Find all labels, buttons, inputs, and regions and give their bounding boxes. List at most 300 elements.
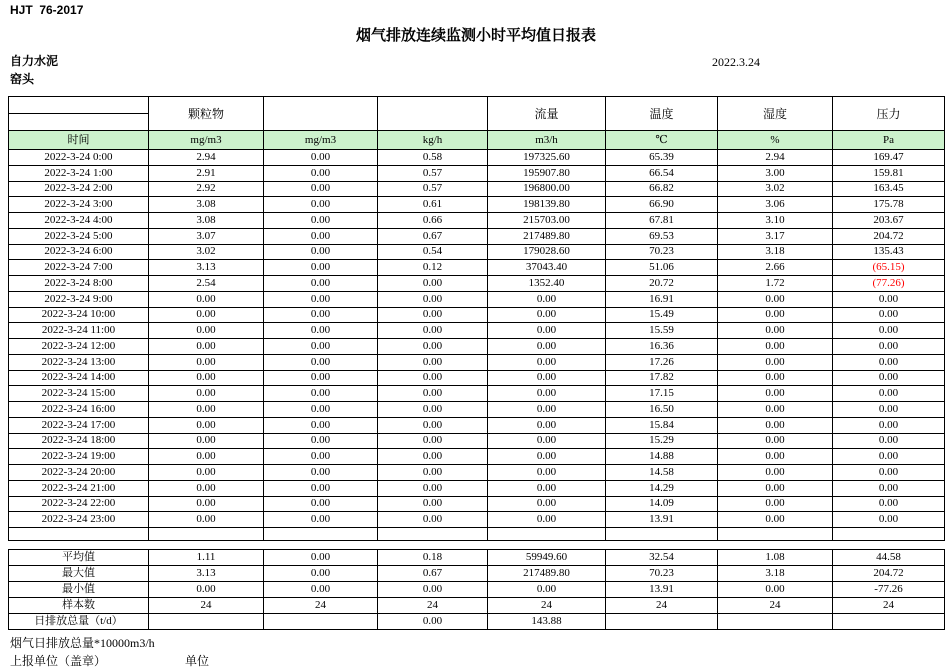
- value-cell: 217489.80: [488, 228, 606, 244]
- table-row: [9, 512, 945, 528]
- value-cell: 0.58: [378, 150, 488, 166]
- value-cell: 203.67: [833, 213, 945, 229]
- company-name: 自力水泥: [10, 54, 59, 68]
- spacer-cell: [718, 541, 833, 550]
- value-cell: 0.00: [149, 386, 264, 402]
- table-row: [9, 307, 945, 323]
- value-cell: 0.00: [378, 496, 488, 512]
- time-cell: 2022-3-24 4:00: [9, 213, 149, 229]
- value-cell: 0.00: [378, 417, 488, 433]
- time-cell: 2022-3-24 5:00: [9, 228, 149, 244]
- summary-value-cell: 0.00: [378, 582, 488, 598]
- value-cell: 3.07: [149, 228, 264, 244]
- value-cell: 0.00: [718, 496, 833, 512]
- table-row: [9, 181, 945, 197]
- value-cell: 16.91: [606, 291, 718, 307]
- value-cell: 0.00: [149, 323, 264, 339]
- value-cell: 0.00: [833, 386, 945, 402]
- value-cell: 0.00: [833, 496, 945, 512]
- empty-cell: [9, 528, 149, 541]
- station-name: 窑头: [10, 72, 35, 86]
- value-cell: 17.15: [606, 386, 718, 402]
- value-cell: 2.66: [718, 260, 833, 276]
- time-cell: 2022-3-24 0:00: [9, 150, 149, 166]
- value-cell: 0.00: [488, 386, 606, 402]
- summary-value-cell: 24: [264, 598, 378, 614]
- time-cell: 2022-3-24 19:00: [9, 449, 149, 465]
- value-cell: 14.58: [606, 465, 718, 481]
- table-row: [9, 402, 945, 418]
- value-cell: 0.00: [488, 370, 606, 386]
- table-body: [9, 150, 945, 550]
- table-row: [9, 386, 945, 402]
- value-cell: 0.00: [488, 496, 606, 512]
- time-cell: 2022-3-24 14:00: [9, 370, 149, 386]
- time-cell: 2022-3-24 3:00: [9, 197, 149, 213]
- time-cell: 2022-3-24 11:00: [9, 323, 149, 339]
- value-cell: 0.00: [378, 465, 488, 481]
- value-cell: 0.57: [378, 165, 488, 181]
- value-cell: 0.00: [264, 213, 378, 229]
- summary-value-cell: 70.23: [606, 566, 718, 582]
- value-cell: 15.29: [606, 433, 718, 449]
- value-cell: 17.26: [606, 354, 718, 370]
- value-cell: 2.54: [149, 276, 264, 292]
- group-header-cell: 压力: [833, 97, 945, 131]
- group-header-cell: [264, 97, 378, 131]
- value-cell: 0.61: [378, 197, 488, 213]
- table-row: [9, 339, 945, 355]
- value-cell: 197325.60: [488, 150, 606, 166]
- empty-cell: [149, 528, 264, 541]
- value-cell: 66.54: [606, 165, 718, 181]
- value-cell: 0.00: [833, 291, 945, 307]
- value-cell: 0.00: [264, 386, 378, 402]
- table-row: [9, 465, 945, 481]
- value-cell: 3.17: [718, 228, 833, 244]
- value-cell: 0.00: [378, 276, 488, 292]
- report-table: [8, 96, 945, 630]
- value-cell: 0.00: [718, 465, 833, 481]
- value-cell: 66.90: [606, 197, 718, 213]
- report-table-wrapper: [8, 96, 944, 630]
- value-cell: 0.00: [149, 480, 264, 496]
- summary-row: [9, 598, 945, 614]
- value-cell: 0.00: [264, 260, 378, 276]
- value-cell: 195907.80: [488, 165, 606, 181]
- value-cell: 0.00: [264, 417, 378, 433]
- value-cell: 16.36: [606, 339, 718, 355]
- value-cell: 0.00: [488, 323, 606, 339]
- value-cell: 0.00: [488, 465, 606, 481]
- value-cell: 0.00: [264, 480, 378, 496]
- value-cell: 3.10: [718, 213, 833, 229]
- value-cell: 163.45: [833, 181, 945, 197]
- time-column-header: 时间: [9, 131, 149, 150]
- empty-cell: [264, 528, 378, 541]
- unit-cell: m3/h: [488, 131, 606, 150]
- value-cell: 0.00: [718, 370, 833, 386]
- value-cell: 0.00: [149, 496, 264, 512]
- value-cell: 0.00: [833, 465, 945, 481]
- spacer-cell: [488, 541, 606, 550]
- summary-row: [9, 566, 945, 582]
- summary-label: 最大值: [9, 566, 149, 582]
- time-cell: 2022-3-24 8:00: [9, 276, 149, 292]
- value-cell: 0.00: [833, 449, 945, 465]
- table-row: [9, 480, 945, 496]
- time-cell: 2022-3-24 22:00: [9, 496, 149, 512]
- value-cell: 3.06: [718, 197, 833, 213]
- spacer-row: [9, 541, 945, 550]
- summary-label: 日排放总量（t/d）: [9, 614, 149, 630]
- summary-value-cell: 3.18: [718, 566, 833, 582]
- value-cell: 3.18: [718, 244, 833, 260]
- time-cell: 2022-3-24 1:00: [9, 165, 149, 181]
- value-cell: 0.00: [488, 291, 606, 307]
- value-cell: 0.00: [149, 354, 264, 370]
- value-cell: 16.50: [606, 402, 718, 418]
- summary-value-cell: -77.26: [833, 582, 945, 598]
- value-cell: 0.66: [378, 213, 488, 229]
- value-cell: 15.49: [606, 307, 718, 323]
- summary-value-cell: 0.18: [378, 550, 488, 566]
- value-cell: 0.00: [488, 417, 606, 433]
- value-cell: 0.00: [264, 307, 378, 323]
- summary-value-cell: 0.00: [378, 614, 488, 630]
- value-cell: 0.00: [378, 433, 488, 449]
- unit-label: 单位: [185, 654, 210, 668]
- group-header-cell: 湿度: [718, 97, 833, 131]
- value-cell: 0.00: [149, 433, 264, 449]
- value-cell: 0.00: [718, 402, 833, 418]
- table-row: [9, 244, 945, 260]
- summary-value-cell: 0.00: [264, 582, 378, 598]
- value-cell: 0.00: [718, 512, 833, 528]
- value-cell: 0.00: [378, 307, 488, 323]
- value-cell: 0.00: [264, 354, 378, 370]
- value-cell: 20.72: [606, 276, 718, 292]
- time-cell: 2022-3-24 7:00: [9, 260, 149, 276]
- value-cell: 15.59: [606, 323, 718, 339]
- table-row: [9, 433, 945, 449]
- value-cell: 196800.00: [488, 181, 606, 197]
- summary-value-cell: 24: [833, 598, 945, 614]
- time-cell: 2022-3-24 15:00: [9, 386, 149, 402]
- unit-cell: %: [718, 131, 833, 150]
- value-cell: 3.02: [718, 181, 833, 197]
- summary-label: 样本数: [9, 598, 149, 614]
- group-header-row: [9, 97, 945, 114]
- value-cell: 0.54: [378, 244, 488, 260]
- value-cell: 0.00: [378, 512, 488, 528]
- summary-row: [9, 614, 945, 630]
- value-cell: 0.00: [378, 370, 488, 386]
- spacer-cell: [606, 541, 718, 550]
- value-cell: 0.00: [833, 480, 945, 496]
- value-cell: 0.00: [718, 291, 833, 307]
- value-cell: 0.00: [833, 339, 945, 355]
- summary-value-cell: 3.13: [149, 566, 264, 582]
- summary-value-cell: [264, 614, 378, 630]
- value-cell: 0.00: [378, 480, 488, 496]
- value-cell: 3.08: [149, 197, 264, 213]
- value-cell: 0.00: [378, 291, 488, 307]
- value-cell: 215703.00: [488, 213, 606, 229]
- table-row: [9, 291, 945, 307]
- table-row: [9, 260, 945, 276]
- time-cell: 2022-3-24 2:00: [9, 181, 149, 197]
- value-cell: 2.92: [149, 181, 264, 197]
- summary-value-cell: 217489.80: [488, 566, 606, 582]
- value-cell: 0.00: [833, 417, 945, 433]
- value-cell: 0.00: [718, 433, 833, 449]
- value-cell: 0.00: [488, 402, 606, 418]
- value-cell: 1352.40: [488, 276, 606, 292]
- time-cell: 2022-3-24 12:00: [9, 339, 149, 355]
- time-cell: 2022-3-24 9:00: [9, 291, 149, 307]
- summary-value-cell: 0.00: [264, 566, 378, 582]
- time-header-bottom-cell: [9, 114, 149, 131]
- value-cell: 0.00: [718, 386, 833, 402]
- summary-label: 最小值: [9, 582, 149, 598]
- unit-cell: ℃: [606, 131, 718, 150]
- value-cell: 1.72: [718, 276, 833, 292]
- summary-value-cell: [149, 614, 264, 630]
- value-cell: 51.06: [606, 260, 718, 276]
- value-cell: 70.23: [606, 244, 718, 260]
- empty-cell: [488, 528, 606, 541]
- value-cell: 0.00: [149, 291, 264, 307]
- time-cell: 2022-3-24 10:00: [9, 307, 149, 323]
- value-cell: 0.00: [149, 402, 264, 418]
- value-cell: 0.00: [488, 480, 606, 496]
- value-cell: 0.00: [264, 150, 378, 166]
- value-cell: 0.57: [378, 181, 488, 197]
- empty-row: [9, 528, 945, 541]
- value-cell: 3.00: [718, 165, 833, 181]
- value-cell: 0.00: [833, 323, 945, 339]
- value-cell: 159.81: [833, 165, 945, 181]
- table-row: [9, 354, 945, 370]
- value-cell: 0.00: [488, 449, 606, 465]
- summary-value-cell: 0.00: [488, 582, 606, 598]
- value-cell: 0.00: [264, 433, 378, 449]
- unit-cell: mg/m3: [264, 131, 378, 150]
- summary-value-cell: 0.00: [718, 582, 833, 598]
- table-row: [9, 449, 945, 465]
- value-cell: 0.00: [718, 307, 833, 323]
- summary-value-cell: 204.72: [833, 566, 945, 582]
- value-cell: 0.00: [378, 323, 488, 339]
- table-row: [9, 276, 945, 292]
- value-cell: 3.13: [149, 260, 264, 276]
- value-cell: 0.00: [149, 370, 264, 386]
- report-date: 2022.3.24: [712, 55, 760, 69]
- value-cell: 0.00: [264, 339, 378, 355]
- value-cell: 0.00: [149, 449, 264, 465]
- summary-value-cell: [833, 614, 945, 630]
- value-cell: 0.00: [264, 402, 378, 418]
- value-cell: 14.88: [606, 449, 718, 465]
- spacer-cell: [149, 541, 264, 550]
- time-cell: 2022-3-24 17:00: [9, 417, 149, 433]
- unit-cell: Pa: [833, 131, 945, 150]
- value-cell: 0.00: [833, 354, 945, 370]
- value-cell: 13.91: [606, 512, 718, 528]
- value-cell: 204.72: [833, 228, 945, 244]
- table-row: [9, 323, 945, 339]
- value-cell: 198139.80: [488, 197, 606, 213]
- value-cell: 0.00: [264, 181, 378, 197]
- value-cell: 175.78: [833, 197, 945, 213]
- value-cell: 0.00: [264, 291, 378, 307]
- table-row: [9, 228, 945, 244]
- table-row: [9, 150, 945, 166]
- spacer-cell: [833, 541, 945, 550]
- value-cell: 135.43: [833, 244, 945, 260]
- time-cell: 2022-3-24 16:00: [9, 402, 149, 418]
- summary-value-cell: 24: [488, 598, 606, 614]
- group-header-cell: 颗粒物: [149, 97, 264, 131]
- value-cell: 0.00: [718, 354, 833, 370]
- time-cell: 2022-3-24 20:00: [9, 465, 149, 481]
- table-head: [9, 97, 945, 150]
- value-cell: 3.08: [149, 213, 264, 229]
- unit-cell: kg/h: [378, 131, 488, 150]
- summary-value-cell: 24: [149, 598, 264, 614]
- table-row: [9, 417, 945, 433]
- value-cell: 65.39: [606, 150, 718, 166]
- value-cell: 66.82: [606, 181, 718, 197]
- value-cell: 0.00: [149, 307, 264, 323]
- value-cell: 0.00: [833, 307, 945, 323]
- value-cell: 17.82: [606, 370, 718, 386]
- time-cell: 2022-3-24 13:00: [9, 354, 149, 370]
- value-cell: 0.00: [149, 465, 264, 481]
- summary-label: 平均值: [9, 550, 149, 566]
- value-cell: (77.26): [833, 276, 945, 292]
- value-cell: 0.00: [833, 370, 945, 386]
- value-cell: 0.00: [378, 354, 488, 370]
- total-emission-note: 烟气日排放总量*10000m3/h: [10, 636, 155, 650]
- table-row: [9, 370, 945, 386]
- value-cell: 0.00: [833, 402, 945, 418]
- value-cell: 0.00: [149, 417, 264, 433]
- summary-value-cell: 24: [606, 598, 718, 614]
- standard-code: HJT 76-2017: [10, 3, 84, 17]
- value-cell: 0.00: [264, 244, 378, 260]
- value-cell: (65.15): [833, 260, 945, 276]
- table-summary: [9, 550, 945, 630]
- reporting-unit-label: 上报单位（盖章）: [10, 654, 107, 668]
- unit-cell: mg/m3: [149, 131, 264, 150]
- value-cell: 14.29: [606, 480, 718, 496]
- value-cell: 37043.40: [488, 260, 606, 276]
- value-cell: 2.94: [718, 150, 833, 166]
- summary-value-cell: [606, 614, 718, 630]
- summary-value-cell: 44.58: [833, 550, 945, 566]
- value-cell: 0.00: [264, 512, 378, 528]
- value-cell: 0.00: [488, 307, 606, 323]
- value-cell: 0.00: [378, 449, 488, 465]
- value-cell: 0.00: [378, 339, 488, 355]
- time-cell: 2022-3-24 21:00: [9, 480, 149, 496]
- value-cell: 0.67: [378, 228, 488, 244]
- value-cell: 0.00: [149, 339, 264, 355]
- summary-value-cell: 0.67: [378, 566, 488, 582]
- value-cell: 3.02: [149, 244, 264, 260]
- value-cell: 69.53: [606, 228, 718, 244]
- time-cell: 2022-3-24 6:00: [9, 244, 149, 260]
- table-row: [9, 197, 945, 213]
- value-cell: 0.00: [264, 165, 378, 181]
- value-cell: 0.00: [264, 197, 378, 213]
- time-header-top-cell: [9, 97, 149, 114]
- value-cell: 0.00: [264, 370, 378, 386]
- summary-value-cell: 13.91: [606, 582, 718, 598]
- group-header-cell: [378, 97, 488, 131]
- value-cell: 0.00: [378, 386, 488, 402]
- summary-value-cell: 1.08: [718, 550, 833, 566]
- value-cell: 0.00: [718, 323, 833, 339]
- value-cell: 0.00: [264, 465, 378, 481]
- value-cell: 179028.60: [488, 244, 606, 260]
- value-cell: 0.00: [718, 417, 833, 433]
- unit-row: [9, 131, 945, 150]
- value-cell: 0.00: [149, 512, 264, 528]
- value-cell: 2.94: [149, 150, 264, 166]
- summary-value-cell: 1.11: [149, 550, 264, 566]
- table-row: [9, 496, 945, 512]
- table-row: [9, 213, 945, 229]
- value-cell: 0.00: [264, 449, 378, 465]
- value-cell: 0.00: [378, 402, 488, 418]
- value-cell: 0.00: [264, 276, 378, 292]
- group-header-cell: 流量: [488, 97, 606, 131]
- value-cell: 0.00: [264, 496, 378, 512]
- summary-value-cell: 59949.60: [488, 550, 606, 566]
- empty-cell: [606, 528, 718, 541]
- group-header-cell: 温度: [606, 97, 718, 131]
- summary-row: [9, 582, 945, 598]
- summary-value-cell: 24: [718, 598, 833, 614]
- value-cell: 0.12: [378, 260, 488, 276]
- summary-value-cell: 143.88: [488, 614, 606, 630]
- time-cell: 2022-3-24 23:00: [9, 512, 149, 528]
- summary-value-cell: 24: [378, 598, 488, 614]
- value-cell: 0.00: [488, 339, 606, 355]
- summary-value-cell: 0.00: [149, 582, 264, 598]
- page-title: 烟气排放连续监测小时平均值日报表: [355, 28, 596, 44]
- value-cell: 67.81: [606, 213, 718, 229]
- summary-value-cell: 0.00: [264, 550, 378, 566]
- time-cell: 2022-3-24 18:00: [9, 433, 149, 449]
- value-cell: 0.00: [833, 433, 945, 449]
- value-cell: 14.09: [606, 496, 718, 512]
- empty-cell: [833, 528, 945, 541]
- spacer-cell: [9, 541, 149, 550]
- table-row: [9, 165, 945, 181]
- value-cell: 0.00: [488, 433, 606, 449]
- value-cell: 0.00: [833, 512, 945, 528]
- value-cell: 0.00: [718, 339, 833, 355]
- value-cell: 0.00: [718, 449, 833, 465]
- value-cell: 15.84: [606, 417, 718, 433]
- summary-value-cell: [718, 614, 833, 630]
- summary-row: [9, 550, 945, 566]
- value-cell: 0.00: [264, 228, 378, 244]
